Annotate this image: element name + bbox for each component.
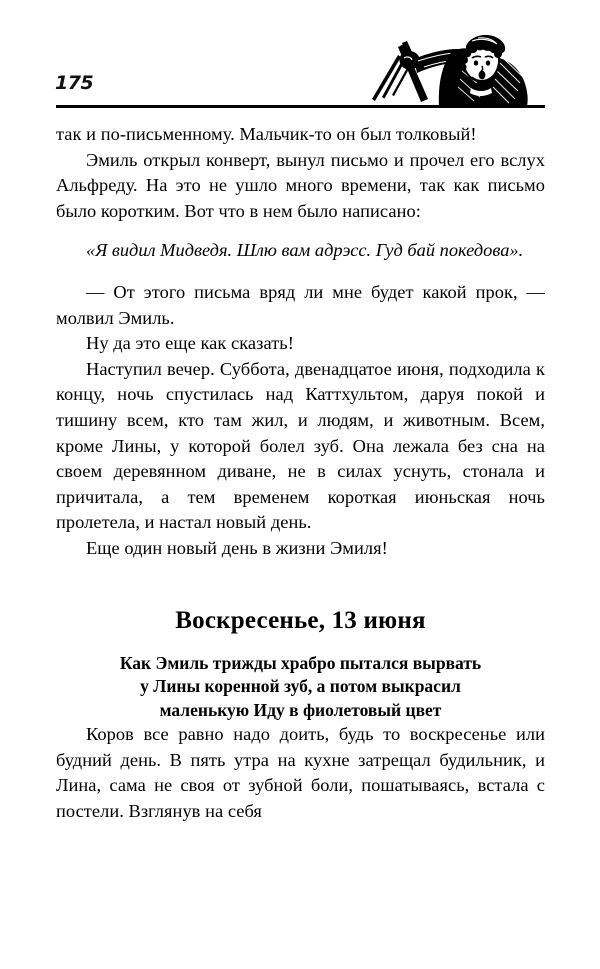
- text-column: [56, 122, 545, 824]
- header-divider-rule: [56, 105, 545, 108]
- letter-quote-block: [56, 238, 545, 264]
- page-number: 175: [55, 72, 94, 94]
- chapter-subtitle-line-1: Как Эмиль трижды храбро пытался вырвать: [119, 652, 482, 673]
- paragraph-continued: так и по-письменному. Мальчик-то он был толковый!: [56, 124, 477, 144]
- page-header: [0, 0, 600, 112]
- paragraph-new-day: Еще один новый день в жизни Эмиля!: [86, 537, 388, 558]
- chapter-subtitle-line-2: у Лины коренной зуб, а потом выкрасил: [140, 676, 461, 696]
- letter-quote-text: «Я видил Мидведя. Шлю вам адрэсс. Гуд бай покедова».: [86, 240, 524, 261]
- paragraph-evening-fell: Наступил вечер. Суббота, двенадцатое июня, подходила к концу, ночь спустилась над Каттхультом, даруя покой и тишину всем, кто там жил, и людям, и животным. Всем, кроме Лины, у которой болел зуб. Она лежала без сна на своем деревянном диване, не в силах уснуть, стонала и причитала, а тем временем короткая июньская ночь пролетела, и настал новый день.: [56, 358, 545, 533]
- chapter-subtitle-line-3: маленькую Иду в фиолетовый цвет: [159, 699, 442, 720]
- paragraph-nu-da: Ну да это еще как сказать!: [86, 333, 294, 354]
- chapter-subtitle: [56, 652, 545, 723]
- chapter-heading: [56, 606, 545, 723]
- chapter-title: Воскресенье, 13 июня: [175, 606, 426, 634]
- header-illustration: [368, 33, 548, 106]
- paragraph-dialogue-emil: — От этого письма вряд ли мне будет какой прок, — молвил Эмиль.: [56, 281, 545, 328]
- paragraph-emil-opens-letter: Эмиль открыл конверт, вынул письмо и прочел его вслух Альфреду. На это не ушло много времени, так как письмо было коротким. Вот что в нем было написано:: [56, 149, 545, 221]
- paragraph-cows-must-be-milked: Коров все равно надо доить, будь то воскресенье или будний день. В пять утра на кухне затрещал будильник, и Лина, сама не своя от зубной боли, пошатываясь, встала с постели. Взглянув на себя: [56, 724, 545, 821]
